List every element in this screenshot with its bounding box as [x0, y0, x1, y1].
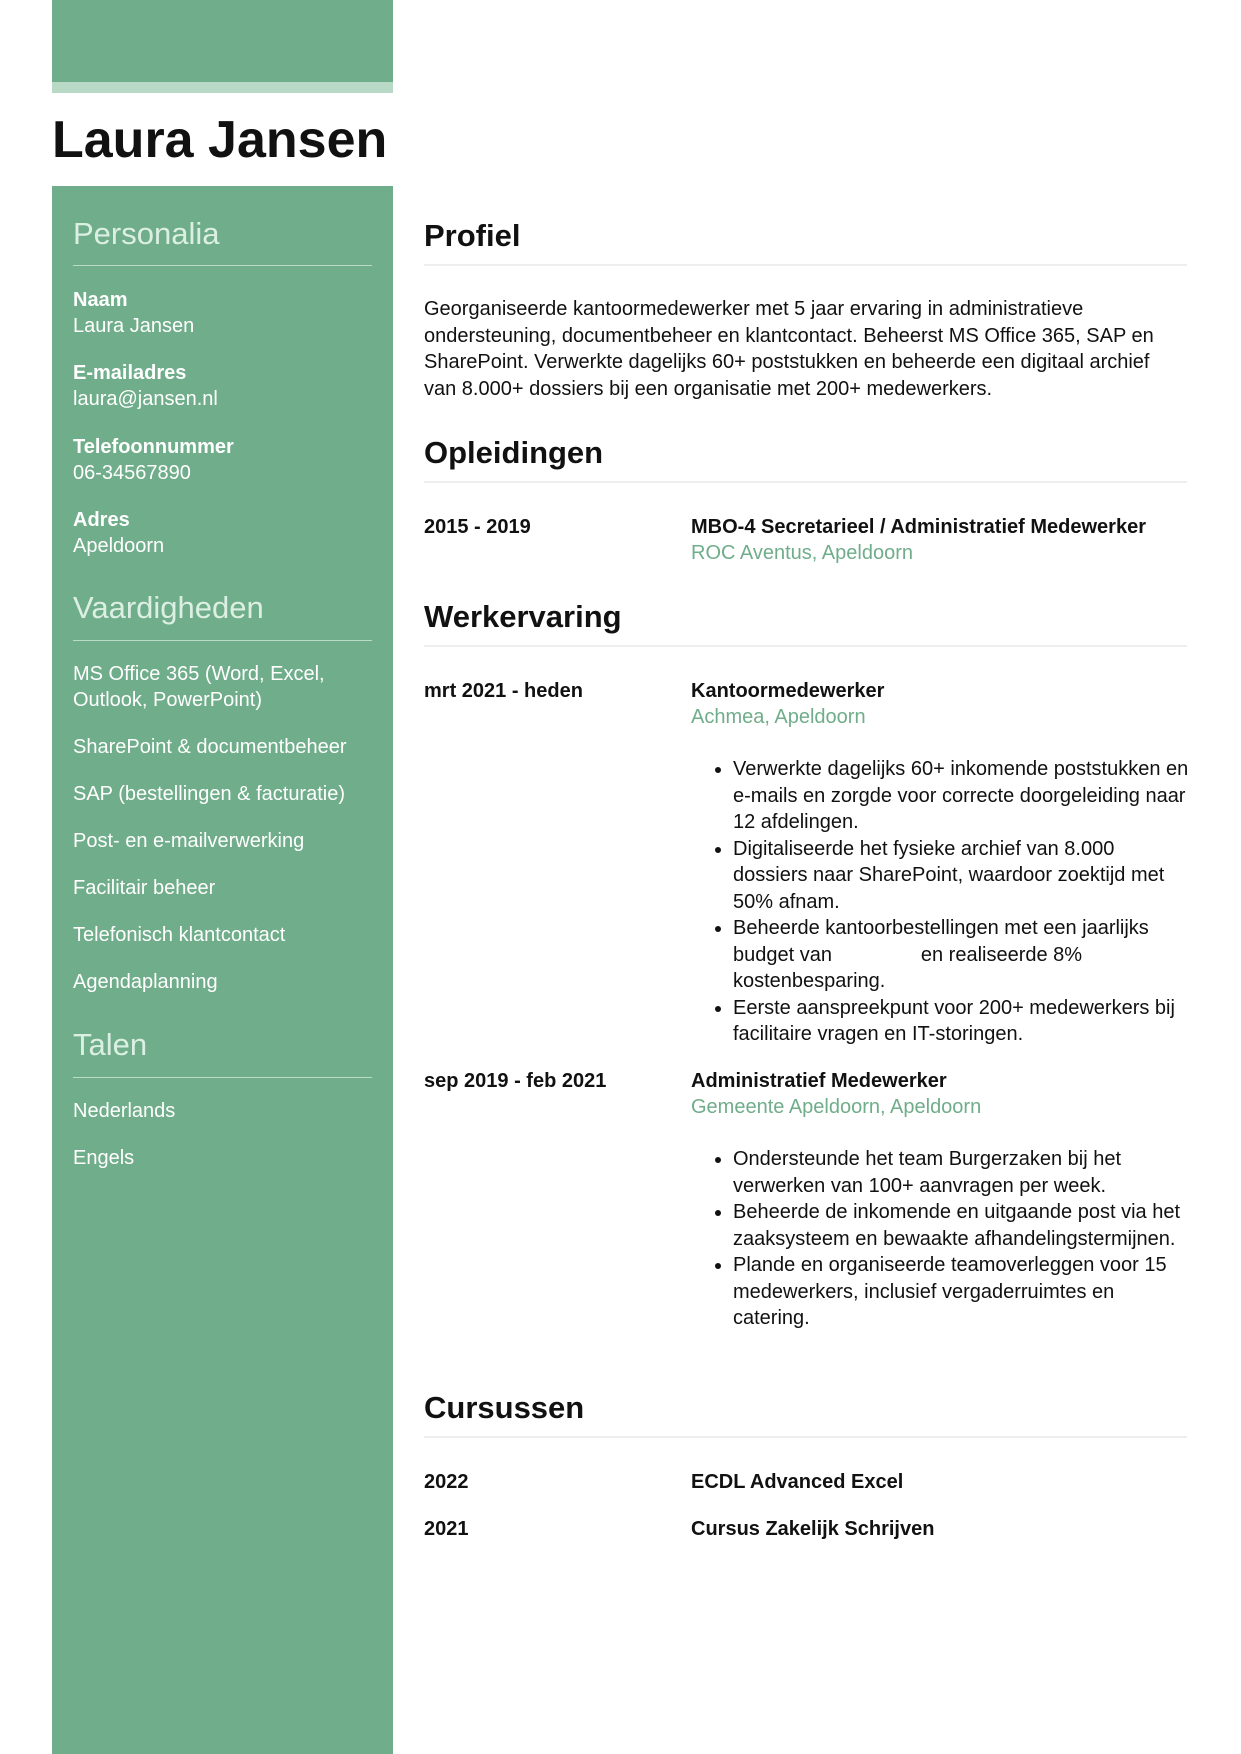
course-name: ECDL Advanced Excel: [691, 1471, 904, 1493]
job-title: Kantoormedewerker: [691, 680, 885, 702]
field-label-email: E-mailadres: [73, 362, 187, 384]
skill-item: Facilitair beheer: [73, 877, 216, 899]
education-school: ROC Aventus, Apeldoorn: [691, 542, 913, 564]
course-name: Cursus Zakelijk Schrijven: [691, 1518, 935, 1540]
skill-item: Post- en e-mailverwerking: [73, 830, 305, 852]
job-period: mrt 2021 - heden: [424, 680, 583, 702]
profile-text: Georganiseerde kantoormedewerker met 5 jaar ervaring in administratieve ondersteuning, documentbeheer en klantcontact. Beheerst MS Office 365, SAP en SharePoint. Verwerkte dagelijks 60+ poststukken en beheerde een digitaal archief van 8.000+ dossiers bij een organisatie met 200+ medewerkers.: [424, 298, 1154, 400]
job-organization: Gemeente Apeldoorn, Apeldoorn: [691, 1096, 982, 1118]
field-value-email: laura@jansen.nl: [73, 388, 218, 410]
languages-divider: [73, 1077, 372, 1078]
header-accent-strip: [52, 82, 393, 93]
field-label-phone: Telefoonnummer: [73, 436, 234, 458]
education-degree: MBO-4 Secretarieel / Administratief Medewerker: [691, 516, 1146, 538]
field-label-name: Naam: [73, 289, 128, 311]
course-year: 2022: [424, 1471, 469, 1493]
language-item: Nederlands: [73, 1100, 176, 1122]
education-divider: [424, 481, 1187, 483]
education-heading: Opleidingen: [424, 435, 604, 470]
job-organization: Achmea, Apeldoorn: [691, 706, 866, 728]
language-item: Engels: [73, 1147, 135, 1169]
list-item: • Beheerde de inkomende en uitgaande post via het zaaksysteem en bewaakte afhandelingstermijnen.: [733, 1199, 1191, 1252]
field-value-name: Laura Jansen: [73, 315, 195, 337]
list-item: • Beheerde kantoorbestellingen met een jaarlijks budget van en realiseerde 8% kostenbesparing.: [733, 915, 1191, 995]
job-period: sep 2019 - feb 2021: [424, 1070, 607, 1092]
courses-divider: [424, 1436, 1187, 1438]
languages-heading: Talen: [73, 1027, 148, 1062]
profile-divider: [424, 264, 1187, 266]
job-achievements: [691, 756, 1191, 1048]
candidate-name: Laura Jansen: [52, 111, 388, 169]
experience-divider: [424, 645, 1187, 647]
field-value-phone: 06-34567890: [73, 462, 191, 484]
field-label-address: Adres: [73, 509, 130, 531]
courses-heading: Cursussen: [424, 1390, 585, 1425]
list-item: • Plande en organiseerde teamoverleggen voor 15 medewerkers, inclusief vergaderruimtes en catering.: [733, 1252, 1191, 1332]
job-achievements: [691, 1146, 1191, 1332]
skills-heading: Vaardigheden: [73, 590, 264, 625]
experience-heading: Werkervaring: [424, 599, 622, 634]
skill-item: MS Office 365 (Word, Excel, Outlook, PowerPoint): [73, 663, 325, 711]
education-period: 2015 - 2019: [424, 516, 531, 538]
list-item: • Ondersteunde het team Burgerzaken bij het verwerken van 100+ aanvragen per week.: [733, 1146, 1191, 1199]
skill-item: Telefonisch klantcontact: [73, 924, 286, 946]
course-year: 2021: [424, 1518, 469, 1540]
list-item: • Eerste aanspreekpunt voor 200+ medewerkers bij facilitaire vragen en IT-storingen.: [733, 995, 1191, 1048]
job-title: Administratief Medewerker: [691, 1070, 947, 1092]
header-accent-block: [52, 0, 393, 82]
profile-heading: Profiel: [424, 218, 521, 253]
skill-item: Agendaplanning: [73, 971, 218, 993]
skill-item: SAP (bestellingen & facturatie): [73, 783, 346, 805]
field-value-address: Apeldoorn: [73, 535, 165, 557]
personalia-divider: [73, 265, 372, 266]
sidebar: [52, 186, 393, 1754]
skills-divider: [73, 640, 372, 641]
list-item: • Verwerkte dagelijks 60+ inkomende poststukken en e-mails en zorgde voor correcte doorgeleiding naar 12 afdelingen.: [733, 756, 1191, 836]
personalia-heading: Personalia: [73, 216, 220, 251]
list-item: • Digitaliseerde het fysieke archief van 8.000 dossiers naar SharePoint, waardoor zoektijd met 50% afnam.: [733, 836, 1191, 916]
skill-item: SharePoint & documentbeheer: [73, 736, 347, 758]
